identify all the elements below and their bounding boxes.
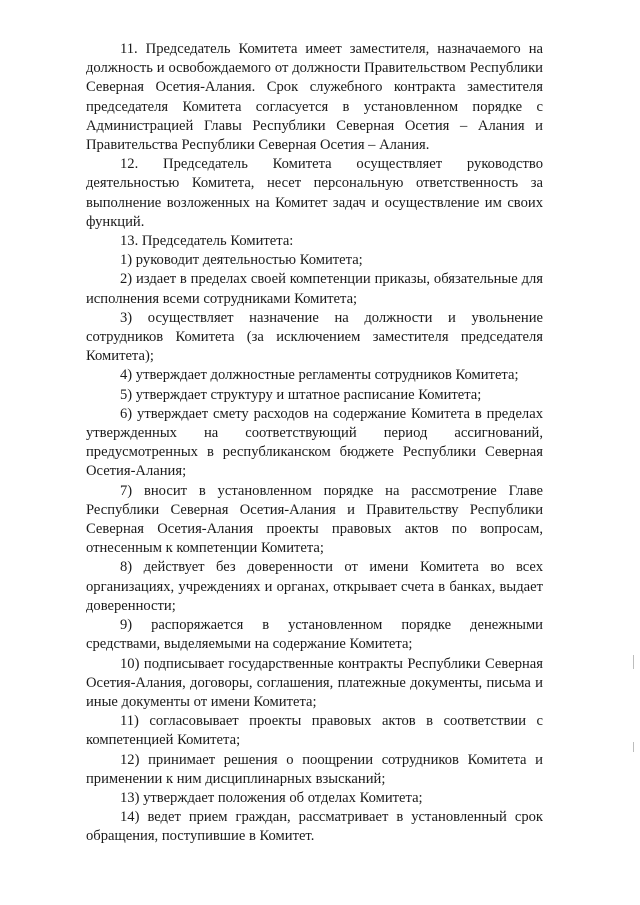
list-item-3: 3) осуществляет назначение на должности и увольнение сотрудников Комитета (за исключением заместителя председателя Комитета); (86, 309, 543, 365)
list-item-12: 12) принимает решения о поощрении сотрудников Комитета и применении к ним дисциплинарных взысканий; (86, 751, 543, 787)
list-item-7: 7) вносит в установленном порядке на рассмотрение Главе Республики Северная Осетия-Алания и Правительству Республики Северная Осетия-Алания проекты правовых актов по вопросам, отнесенным к компетенции Комитета; (86, 482, 543, 557)
list-item-10: 10) подписывает государственные контракты Республики Северная Осетия-Алания, договоры, соглашения, платежные документы, письма и иные документы от имени Комитета; (86, 655, 543, 710)
list-item-1: 1) руководит деятельностью Комитета; (120, 252, 363, 269)
paragraph-11-deputy: 11. Председатель Комитета имеет заместителя, назначаемого на должность и освобождаемого от должности Правительством Республики Северная Осетия-Алания. Срок служебного контракта заместителя председателя Комитета согласуется в установленном порядке с Администрацией Главы Республики Северная Осетия – Алания и Правительства Республики Северная Осетия – Алания. (86, 41, 543, 154)
paragraph-12-leadership: 12. Председатель Комитета осуществляет руководство деятельностью Комитета, несет персональную ответственность за выполнение возложенных на Комитет задач и осуществление им своих функций. (86, 156, 543, 230)
paragraph-13-heading: 13. Председатель Комитета: (120, 233, 294, 250)
list-item-9: 9) распоряжается в установленном порядке денежными средствами, выделяемыми на содержание Комитета; (86, 617, 543, 653)
scan-edge-mark (633, 742, 634, 752)
list-item-11: 11) согласовывает проекты правовых актов в соответствии с компетенцией Комитета; (86, 713, 543, 749)
list-item-4: 4) утверждает должностные регламенты сотрудников Комитета; (120, 367, 519, 384)
list-item-2: 2) издает в пределах своей компетенции приказы, обязательные для исполнения всеми сотрудниками Комитета; (86, 271, 543, 307)
list-item-6: 6) утверждает смету расходов на содержание Комитета в пределах утвержденных на соответствующий период ассигнований, предусмотренных в республиканском бюджете Республики Северная Осетия-Алания; (86, 405, 543, 480)
list-item-8: 8) действует без доверенности от имени Комитета во всех организациях, учреждениях и органах, открывает счета в банках, выдает доверенности; (86, 559, 543, 614)
list-item-5: 5) утверждает структуру и штатное расписание Комитета; (120, 386, 482, 403)
list-item-13: 13) утверждает положения об отделах Комитета; (120, 789, 423, 806)
list-item-14: 14) ведет прием граждан, рассматривает в установленный срок обращения, поступившие в Комитет. (86, 809, 543, 845)
document-page (86, 40, 543, 847)
scan-edge-mark (633, 655, 634, 669)
